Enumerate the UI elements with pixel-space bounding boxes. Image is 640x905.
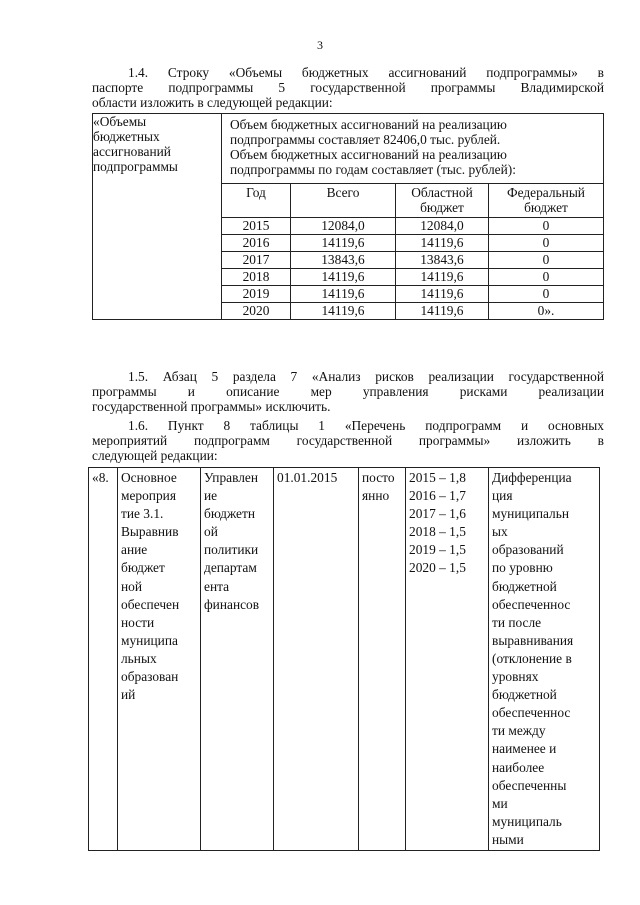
text-line: 2019 – 1,5 xyxy=(409,542,466,558)
text-line: 1.5. Абзац 5 раздела 7 «Анализ рисков реализации государственной xyxy=(128,369,604,384)
federal-cell: 0 xyxy=(489,269,604,286)
text-line: ой xyxy=(204,524,218,540)
total-cell: 14119,6 xyxy=(291,269,396,286)
text-line: обеспеченны xyxy=(492,777,567,793)
text-line: янно xyxy=(362,488,390,504)
text-line: паспорте подпрограммы 5 государственной программы Владимирской xyxy=(92,80,604,95)
federal-cell: 0 xyxy=(489,218,604,235)
text-line: ассигнований xyxy=(93,144,171,159)
text-line: посто xyxy=(362,470,395,485)
text-line: тие 3.1. xyxy=(121,506,164,522)
text-line: Выравнив xyxy=(121,524,179,540)
text-line: 2016 – 1,7 xyxy=(409,488,466,504)
text-line: финансов xyxy=(204,596,260,612)
table-row xyxy=(222,286,603,303)
regional-cell: 13843,6 xyxy=(396,252,489,269)
total-cell: 14119,6 xyxy=(291,303,396,320)
end-date-cell xyxy=(359,468,406,851)
text-line: по уровню xyxy=(492,560,553,576)
text-line: образований xyxy=(492,542,564,558)
item-number-cell: «8. xyxy=(89,468,118,851)
regional-cell: 14119,6 xyxy=(396,286,489,303)
table-row xyxy=(89,468,600,851)
text-line: ными xyxy=(492,831,524,847)
text-line: политики xyxy=(204,542,259,558)
text-line: наиболее xyxy=(492,759,545,775)
text-line: обеспеченнос xyxy=(492,596,571,612)
table-row xyxy=(222,235,603,252)
text-line: государственной программы» исключить. xyxy=(92,399,331,414)
text-line: программы и описание мер управления рисками реализации xyxy=(92,384,604,399)
text-line: ти после xyxy=(492,614,542,630)
text-line: 2015 – 1,8 xyxy=(409,470,466,485)
table-row xyxy=(222,269,603,286)
text-line: «Объемы xyxy=(93,114,147,129)
text-line: обеспеченнос xyxy=(492,705,571,721)
text-line: ция xyxy=(492,488,513,504)
text-line: ми xyxy=(492,795,508,811)
page-number: 3 xyxy=(317,38,323,52)
column-header: Год xyxy=(222,184,291,218)
text-line: 1.4. Строку «Объемы бюджетных ассигнований подпрограммы» в xyxy=(128,65,604,80)
text-line: ие xyxy=(204,488,218,504)
year-cell: 2015 xyxy=(222,218,291,235)
text-line: бюджетной xyxy=(492,687,557,703)
text-line: бюджетных xyxy=(93,129,160,144)
total-cell: 13843,6 xyxy=(291,252,396,269)
table-row xyxy=(222,252,603,269)
federal-cell: 0 xyxy=(489,286,604,303)
text-line: ых xyxy=(492,524,508,540)
text-line: уровнях xyxy=(492,669,539,685)
federal-cell: 0». xyxy=(489,303,604,320)
total-cell: 14119,6 xyxy=(291,235,396,252)
text-line: ий xyxy=(121,687,136,703)
text-line: ента xyxy=(204,578,230,594)
total-cell: 12084,0 xyxy=(291,218,396,235)
text-line: обеспечен xyxy=(121,596,180,612)
text-line: (отклонение в xyxy=(492,650,572,666)
text-line: муниципа xyxy=(121,632,178,648)
text-line: бюджетн xyxy=(204,506,255,522)
text-line: Управлен xyxy=(204,470,259,485)
paragraph-1-4 xyxy=(92,65,604,110)
table-row xyxy=(222,218,603,235)
text-line: области изложить в следующей редакции: xyxy=(92,95,333,110)
paragraph-1-5 xyxy=(92,369,604,414)
text-line: наименее и xyxy=(492,741,557,757)
year-cell: 2017 xyxy=(222,252,291,269)
text-line: подпрограммы по годам составляет (тыс. рублей): xyxy=(230,162,516,177)
text-line: Основное xyxy=(121,470,177,485)
column-header: Федеральный бюджет xyxy=(489,184,604,218)
table-row xyxy=(222,303,603,320)
text-line: образован xyxy=(121,669,179,685)
text-line: подпрограммы xyxy=(93,159,178,174)
column-header: Областной бюджет xyxy=(396,184,489,218)
text-line: ности xyxy=(121,614,155,630)
start-date-cell: 01.01.2015 xyxy=(274,468,359,851)
executor-cell xyxy=(201,468,274,851)
allocation-content-cell xyxy=(222,114,604,320)
regional-cell: 14119,6 xyxy=(396,235,489,252)
text-line: 2018 – 1,5 xyxy=(409,524,466,540)
yearly-budget-table xyxy=(222,183,603,319)
values-cell xyxy=(406,468,489,851)
regional-cell: 14119,6 xyxy=(396,303,489,320)
regional-cell: 14119,6 xyxy=(396,269,489,286)
year-cell: 2020 xyxy=(222,303,291,320)
year-cell: 2016 xyxy=(222,235,291,252)
text-line: Объем бюджетных ассигнований на реализацию xyxy=(230,117,507,132)
text-line: 2020 – 1,5 xyxy=(409,560,466,576)
indicator-cell xyxy=(489,468,600,851)
budget-allocation-table xyxy=(92,113,604,320)
text-line: мероприя xyxy=(121,488,176,504)
text-line: муниципальн xyxy=(492,506,570,522)
column-header: Всего xyxy=(291,184,396,218)
total-cell: 14119,6 xyxy=(291,286,396,303)
text-line: льных xyxy=(121,650,157,666)
measure-cell xyxy=(118,468,201,851)
federal-cell: 0 xyxy=(489,235,604,252)
text-line: ной xyxy=(121,578,143,594)
text-line: ание xyxy=(121,542,148,558)
paragraph-1-6 xyxy=(92,418,604,463)
allocation-label-cell xyxy=(93,114,222,320)
measures-table xyxy=(88,467,600,851)
text-line: Объем бюджетных ассигнований на реализацию xyxy=(230,147,507,162)
text-line: 2017 – 1,6 xyxy=(409,506,466,522)
text-line: 1.6. Пункт 8 таблицы 1 «Перечень подпрограмм и основных xyxy=(128,418,604,433)
text-line: следующей редакции: xyxy=(92,448,218,463)
text-line: ти между xyxy=(492,723,546,739)
federal-cell: 0 xyxy=(489,252,604,269)
text-line: бюджет xyxy=(121,560,165,576)
year-cell: 2019 xyxy=(222,286,291,303)
text-line: выравнивания xyxy=(492,632,574,648)
regional-cell: 12084,0 xyxy=(396,218,489,235)
text-line: подпрограммы составляет 82406,0 тыс. рублей. xyxy=(230,132,501,147)
text-line: департам xyxy=(204,560,257,576)
text-line: муниципаль xyxy=(492,813,562,829)
text-line: мероприятий подпрограмм государственной программы» изложить в xyxy=(92,433,604,448)
year-cell: 2018 xyxy=(222,269,291,286)
text-line: Дифференциа xyxy=(492,470,572,485)
text-line: бюджетной xyxy=(492,578,557,594)
